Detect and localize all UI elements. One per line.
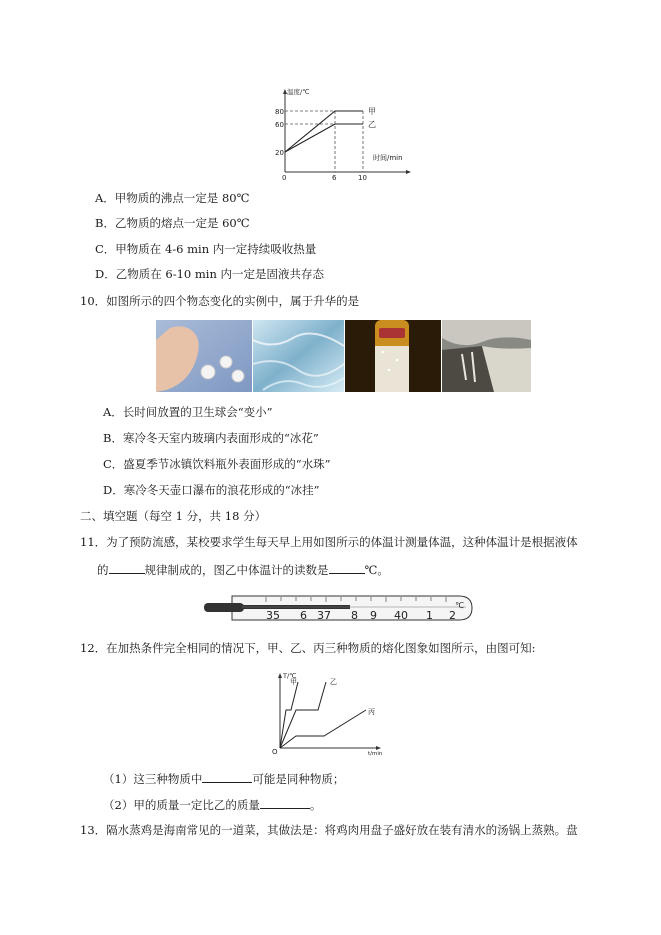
series-yi-line — [285, 124, 363, 152]
section-heading: 二、填空题（每空 1 分，共 18 分） — [80, 509, 267, 523]
q12-sub2 — [103, 796, 321, 813]
series-yi-line — [280, 682, 326, 748]
x-axis-arrow — [376, 746, 381, 750]
q12-blank-2[interactable] — [260, 796, 310, 809]
q12-sub1-text-a: （1）这三种物质中 — [103, 772, 203, 786]
photo-waterfall-ice — [442, 320, 531, 392]
scale-42: 2 — [449, 609, 456, 622]
series-jia-label: 甲 — [368, 107, 376, 116]
x-axis-label: t/min — [368, 751, 383, 756]
series-jia-line — [280, 682, 298, 748]
series-bing-label: 丙 — [368, 708, 375, 716]
scale-37: 37 — [317, 609, 331, 622]
q11-line2 — [97, 561, 389, 578]
x-axis-arrow — [406, 170, 411, 174]
q10-stem: 10．如图所示的四个物态变化的实例中，属于升华的是 — [80, 294, 360, 308]
scale-40: 40 — [394, 609, 408, 622]
q12-sub2-text-b: 。 — [309, 798, 322, 812]
y-tick-60: 60 — [275, 121, 284, 129]
y-tick-20: 20 — [275, 149, 284, 157]
y-axis-arrow — [278, 673, 282, 678]
scale-41: 1 — [426, 609, 433, 622]
scale-39: 9 — [370, 609, 377, 622]
q10-option-c: C．盛夏季节冰镇饮料瓶外表面形成的“水珠” — [103, 457, 331, 471]
q11-blank-1[interactable] — [109, 561, 145, 574]
series-yi-label: 乙 — [368, 120, 376, 129]
photo-cold-bottle — [345, 320, 441, 392]
q13-line1: 13．隔水蒸鸡是海南常见的一道菜，其做法是：将鸡肉用盘子盛好放在装有清水的汤锅上蒸熟。盘 — [80, 823, 578, 837]
scale-unit: ℃ — [455, 601, 464, 610]
series-bing-line — [280, 710, 366, 748]
q11-text-a: 的 — [97, 563, 109, 577]
q10-option-a: A．长时间放置的卫生球会“变小” — [103, 405, 273, 419]
x-tick-0: 0 — [282, 174, 287, 180]
q12-stem: 12．在加热条件完全相同的情况下，甲、乙、丙三种物质的熔化图象如图所示，由图可知: — [80, 641, 536, 655]
q11-text-c: ℃。 — [364, 563, 389, 577]
q9-option-c: C．甲物质在 4-6 min 内一定持续吸收热量 — [95, 242, 317, 256]
y-axis-label: T/℃ — [283, 672, 297, 680]
y-tick-80: 80 — [275, 108, 284, 116]
series-jia-label: 甲 — [290, 678, 297, 686]
y-axis-label: 温度/℃ — [287, 88, 310, 96]
x-axis-label: 时间/min — [373, 154, 403, 162]
q12-sub1-text-b: 可能是同种物质； — [252, 772, 345, 786]
photo-mothballs — [156, 320, 252, 392]
q11-text-b: 规律制成的，图乙中体温计的读数是 — [144, 563, 329, 577]
q12-blank-1[interactable] — [202, 770, 252, 783]
q10-option-b: B．寒冷冬天室内玻璃内表面形成的“冰花” — [103, 431, 319, 445]
clinical-thermometer — [204, 592, 474, 624]
origin-label: O — [272, 748, 278, 756]
q12-sub2-text-a: （2）甲的质量一定比乙的质量 — [103, 798, 260, 812]
scale-38: 8 — [351, 609, 358, 622]
q9-option-d: D．乙物质在 6-10 min 内一定是固液共存态 — [95, 267, 325, 281]
q10-option-d: D．寒冷冬天壶口瀑布的浪花形成的“冰挂” — [103, 483, 320, 497]
q11-blank-2[interactable] — [329, 561, 365, 574]
scale-36: 6 — [300, 609, 307, 622]
x-tick-10: 10 — [358, 174, 367, 180]
x-tick-6: 6 — [332, 174, 337, 180]
q9-option-a: A．甲物质的沸点一定是 80℃ — [95, 191, 250, 205]
q12-sub1 — [103, 770, 344, 787]
thermometer-bulb — [204, 603, 244, 612]
q11-line1: 11．为了预防流感，某校要求学生每天早上用如图所示的体温计测量体温，这种体温计是根据液体 — [80, 535, 578, 549]
q9-option-b: B．乙物质的熔点一定是 60℃ — [95, 216, 250, 230]
temperature-time-graph — [270, 84, 420, 180]
scale-35: 35 — [266, 609, 280, 622]
photo-ice-flowers — [253, 320, 344, 392]
series-yi-label: 乙 — [330, 678, 337, 686]
melting-graph — [268, 670, 390, 756]
